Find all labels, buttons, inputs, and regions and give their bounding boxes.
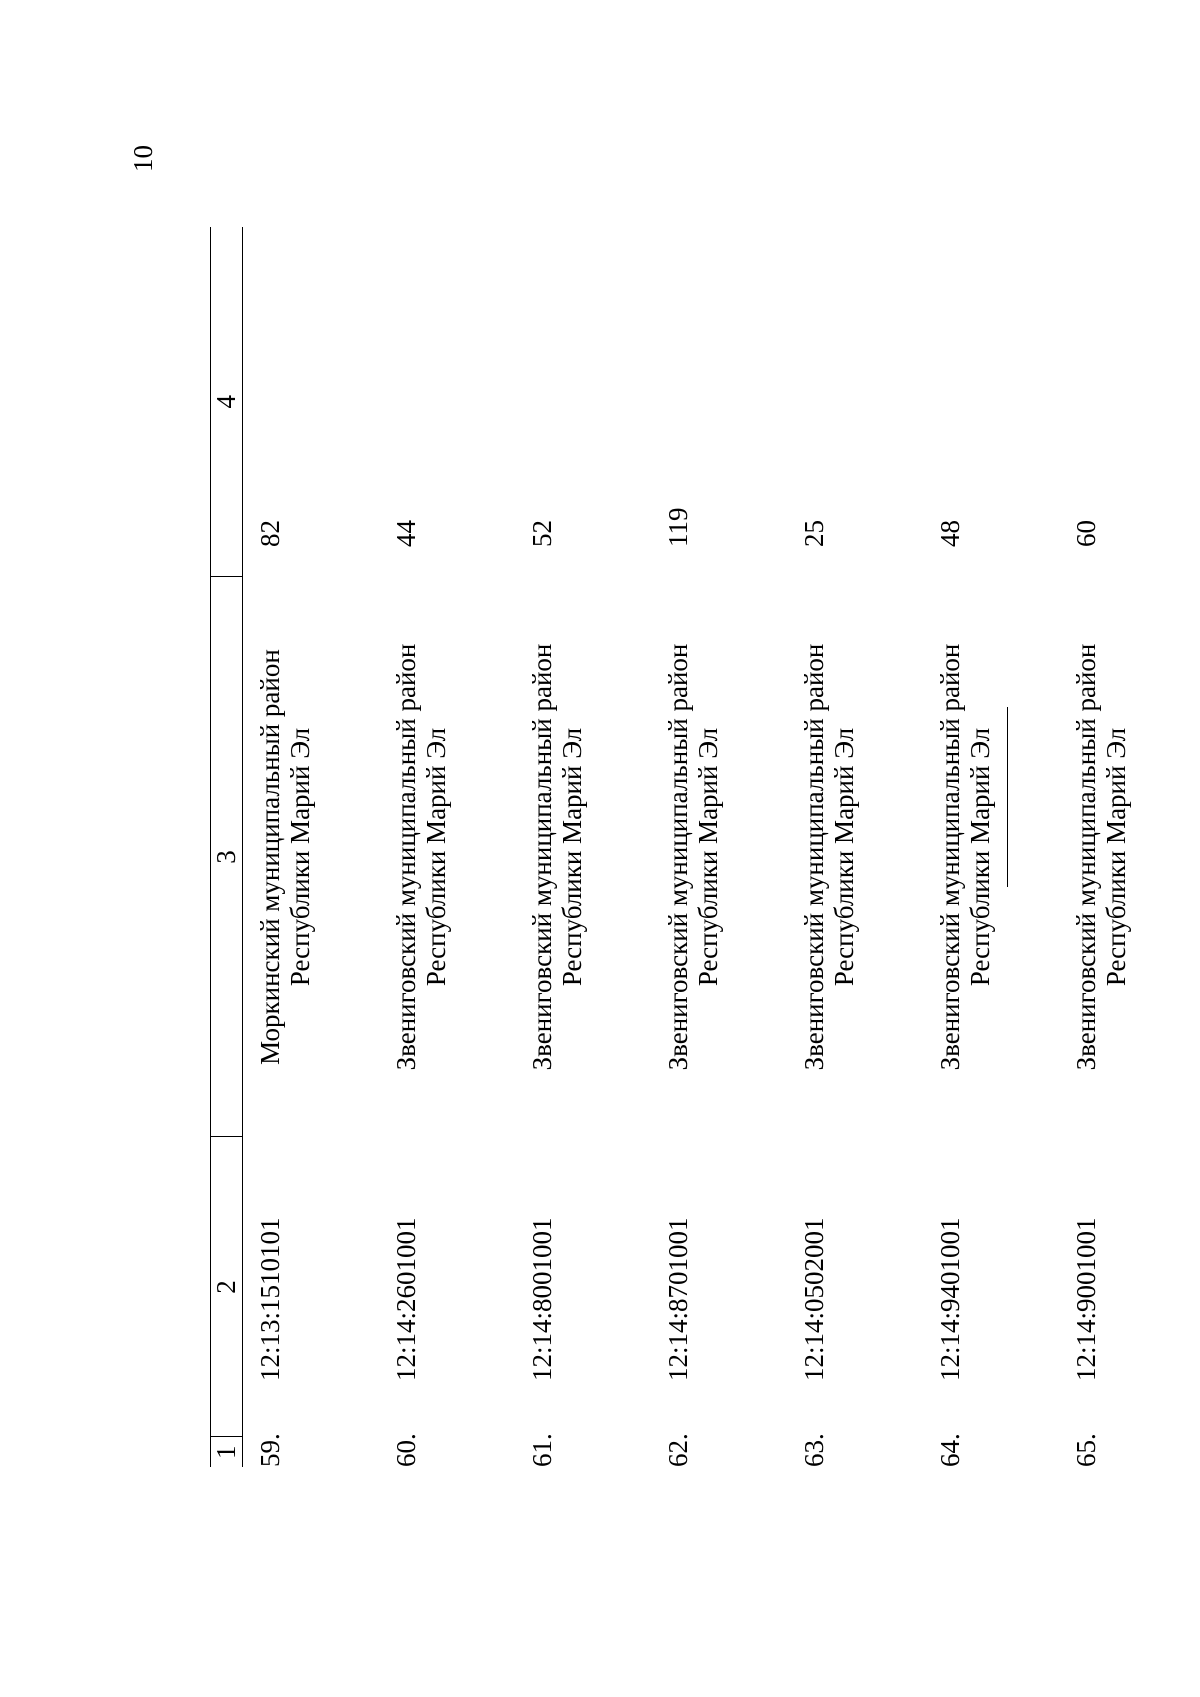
value-cell: 25	[799, 520, 829, 547]
value-cell: 82	[255, 520, 285, 547]
table-row	[515, 227, 651, 1467]
district-cell	[923, 577, 1059, 1137]
row-number: 63.	[799, 1433, 829, 1467]
district-cell	[787, 577, 923, 1137]
district-line-1: Звениговский муниципальный район	[663, 643, 693, 1071]
district-line-2: Республики Марий Эл	[1101, 727, 1131, 987]
data-table	[210, 227, 1195, 1467]
value-cell: 52	[527, 520, 557, 547]
value-cell: 60	[1071, 520, 1101, 547]
cadastral-number: 12:14:2601001	[391, 1217, 421, 1381]
value-cell: 119	[663, 507, 693, 547]
table-row	[923, 227, 1059, 1467]
cadastral-number: 12:14:0502001	[799, 1217, 829, 1381]
district-cell	[379, 577, 515, 1137]
row-number: 62.	[663, 1433, 693, 1467]
district-cell	[515, 577, 651, 1137]
column-header-1: 1	[211, 1437, 243, 1467]
district-line-1: Звениговский муниципальный район	[1071, 643, 1101, 1071]
row-number: 59.	[255, 1433, 285, 1467]
page-number: 10	[128, 145, 158, 172]
cadastral-number: 12:14:8001001	[527, 1217, 557, 1381]
row-number: 60.	[391, 1433, 421, 1467]
table-row	[379, 227, 515, 1467]
district-line-2: Республики Марий Эл	[421, 727, 451, 987]
district-line-1: Звениговский муниципальный район	[391, 643, 421, 1071]
table-header	[211, 227, 243, 1467]
table-row	[651, 227, 787, 1467]
district-cell	[651, 577, 787, 1137]
district-line-1: Звениговский муниципальный район	[527, 643, 557, 1071]
district-line-2: Республики Марий Эл	[693, 727, 723, 987]
district-line-1: Моркинский муниципальный район	[255, 649, 285, 1065]
district-line-2: Республики Марий Эл	[965, 727, 995, 987]
district-cell	[1059, 577, 1195, 1137]
cadastral-number: 12:14:9001001	[1071, 1217, 1101, 1381]
column-header-3: 3	[211, 577, 243, 1137]
row-number: 65.	[1071, 1433, 1101, 1467]
district-cell	[243, 577, 380, 1137]
table-body	[243, 227, 1196, 1467]
column-header-2: 2	[211, 1137, 243, 1437]
value-cell: 44	[391, 520, 421, 547]
table-row	[243, 227, 380, 1467]
district-line-2: Республики Марий Эл	[557, 727, 587, 987]
cadastral-number: 12:13:1510101	[255, 1217, 285, 1381]
district-line-1: Звениговский муниципальный район	[799, 643, 829, 1071]
district-line-1: Звениговский муниципальный район	[935, 643, 965, 1071]
cadastral-number: 12:14:8701001	[663, 1217, 693, 1381]
table-row	[787, 227, 923, 1467]
row-number: 64.	[935, 1433, 965, 1467]
end-of-table-rule	[1007, 707, 1008, 887]
cadastral-number: 12:14:9401001	[935, 1217, 965, 1381]
value-cell: 48	[935, 520, 965, 547]
district-line-2: Республики Марий Эл	[285, 727, 315, 987]
header-row	[211, 227, 243, 1467]
table-row	[1059, 227, 1195, 1467]
district-line-2: Республики Марий Эл	[829, 727, 859, 987]
column-header-4: 4	[211, 227, 243, 577]
row-number: 61.	[527, 1433, 557, 1467]
